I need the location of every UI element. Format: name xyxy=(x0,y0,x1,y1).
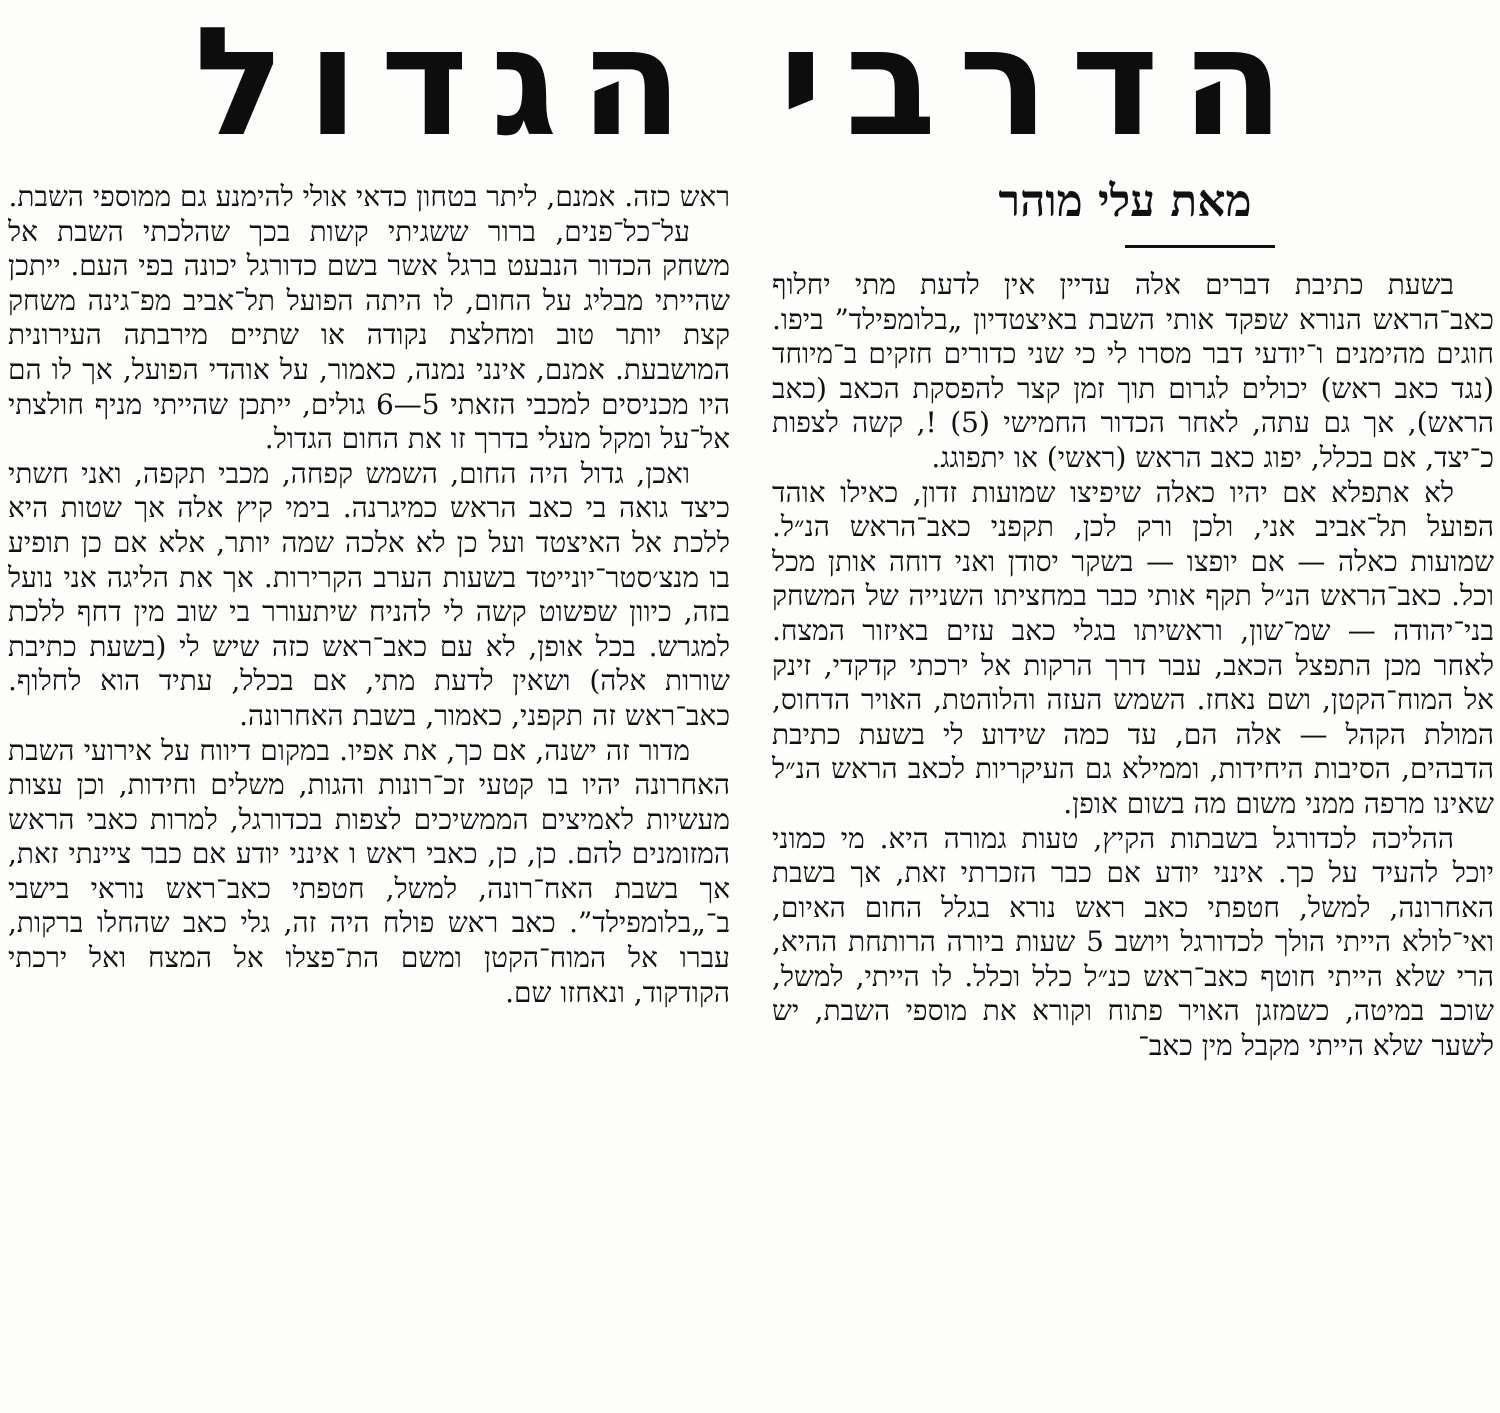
paragraph: ראש כזה. אמנם, ליתר בטחון כדאי אולי להימנע גם ממוספי השבת. xyxy=(8,180,730,213)
article-column-left xyxy=(8,180,730,1408)
byline: מאת עלי מוהר xyxy=(998,176,1252,227)
headline: הדרבי הגדול xyxy=(194,0,1306,170)
paragraph: בשעת כתיבת דברים אלה עדיין אין לדעת מתי יחלוף כאב־הראש הנורא שפקד אותי השבת באיצטדיון „בלומפילד” ביפו. חוגים מהימנים ו־יודעי דבר מסרו לי כי שני כדורים חזקים ב־מיוחד (נגד כאב ראש) יכולים לגרום תוך זמן קצר להפסקת הכאב (כאב הראש), אך גם עתה, לאחר הכדור החמישי (5) !, קשה לצפות כ־יצד, אם בכלל, יפוג כאב הראש (ראשי) או יתפוגג. xyxy=(772,268,1494,474)
paragraph: מדור זה ישנה, אם כך, את אפיו. במקום דיווח על אירועי השבת האחרונה יהיו בו קטעי זכ־רונות והגות, משלים וחידות, וכן עצות מעשיות לאמיצים הממשיכים לצפות בכדורגל, למרות כאבי הראש המזומנים להם. כן, כן, כאבי ראש ו אינני יודע אם כבר ציינתי זאת, אך בשבת האח־רונה, למשל, חטפתי כאב־ראש נוראי בישבי ב־„בלומפילד”. כאב ראש פולח היה זה, גלי כאב שהחלו ברקות, עברו אל המוח־הקטן ומשם הת־פצלו אל המצח ואל ירכתי הקודקוד, ונאחזו שם. xyxy=(8,733,730,1009)
paragraph: ואכן, גדול היה החום, השמש קפחה, מכבי תקפה, ואני חשתי כיצד גואה בי כאב הראש כמיגרנה. בימי קיץ אלה אך שטות היא ללכת אל האיצטד ועל כן לא אלכה שמה יותר, אלא אם כן תופיע בו מנצ׳סטר־יונייטד בשעות הערב הקרירות. אך את הליגה אני נועל בזה, כיוון שפשוט קשה לי להניח שיתעורר בי שוב מין דחף ללכת למגרש. בכל אופן, לא עם כאב־ראש כזה שיש לי (בשעת כתיבת שורות אלה) ושאין לדעת מתי, אם בכלל, עתיד הוא לחלוף. כאב־ראש זה תקפני, כאמור, בשבת האחרונה. xyxy=(8,456,730,732)
article-column-right xyxy=(772,268,1494,1408)
paragraph: לא אתפלא אם יהיו כאלה שיפיצו שמועות זדון, כאילו אוהד הפועל תל־אביב אני, ולכן ורק לכן, תקפני כאב־הראש הנ״ל. שמועות כאלה — אם יופצו — בשקר יסודן ואני דוחה אותן מכל וכל. כאב־הראש הנ״ל תקף אותי כבר במחציתו השנייה של המשחק בני־יהודה — שמ־שון, וראשיתו בגלי כאב עזים באיזור המצח. לאחר מכן התפצל הכאב, עבר דרך הרקות אל ירכתי קדקדי, זינק אל המוח־הקטן, ושם נאחז. השמש העזה והלוהטת, האויר הדחוס, המולת הקהל — אלה הם, עד כמה שידוע לי בשעת כתיבת הדבהים, הסיבות היחידות, וממילא גם העיקריות לכאב הראש הנ״ל שאינו מרפה ממני משום מה בשום אופן. xyxy=(772,475,1494,820)
paragraph: ההליכה לכדורגל בשבתות הקיץ, טעות גמורה היא. מי כמוני יוכל להעיד על כך. אינני יודע אם כבר הזכרתי זאת, אך בשבת האחרונה, למשל, חטפתי כאב ראש נורא בגלל החום האיום, ואי־לולא הייתי הולך לכדורגל ויושב 5 שעות ביורה הרותחת ההיא, הרי שלא הייתי חוטף כאב־ראש כנ״ל כלל וכלל. לו הייתי, למשל, שוכב במיטה, כשמזגן האויר פתוח וקורא את מוספי השבת, יש לשער שלא הייתי מקבל מין כאב־ xyxy=(772,821,1494,1063)
byline-rule xyxy=(1125,245,1275,248)
paragraph: על־כל־פנים, ברור ששגיתי קשות בכך שהלכתי השבת אל משחק הכדור הנבעט ברגל אשר בשם כדורגל יכונה בפי העם. ייתכן שהייתי מבליג על החום, לו היתה הפועל תל־אביב מפ־גינה משחק קצת יותר טוב ומחלצת נקודה או שתיים מירבתה העירונית המושבעת. אמנם, אינני נמנה, כאמור, על אוהדי הפועל, אך לו הם היו מכניסים למכבי הזאתי 5—6 גולים, ייתכן שהייתי מניף חולצתי אל־על ומקל מעלי בדרך זו את החום הגדול. xyxy=(8,214,730,456)
